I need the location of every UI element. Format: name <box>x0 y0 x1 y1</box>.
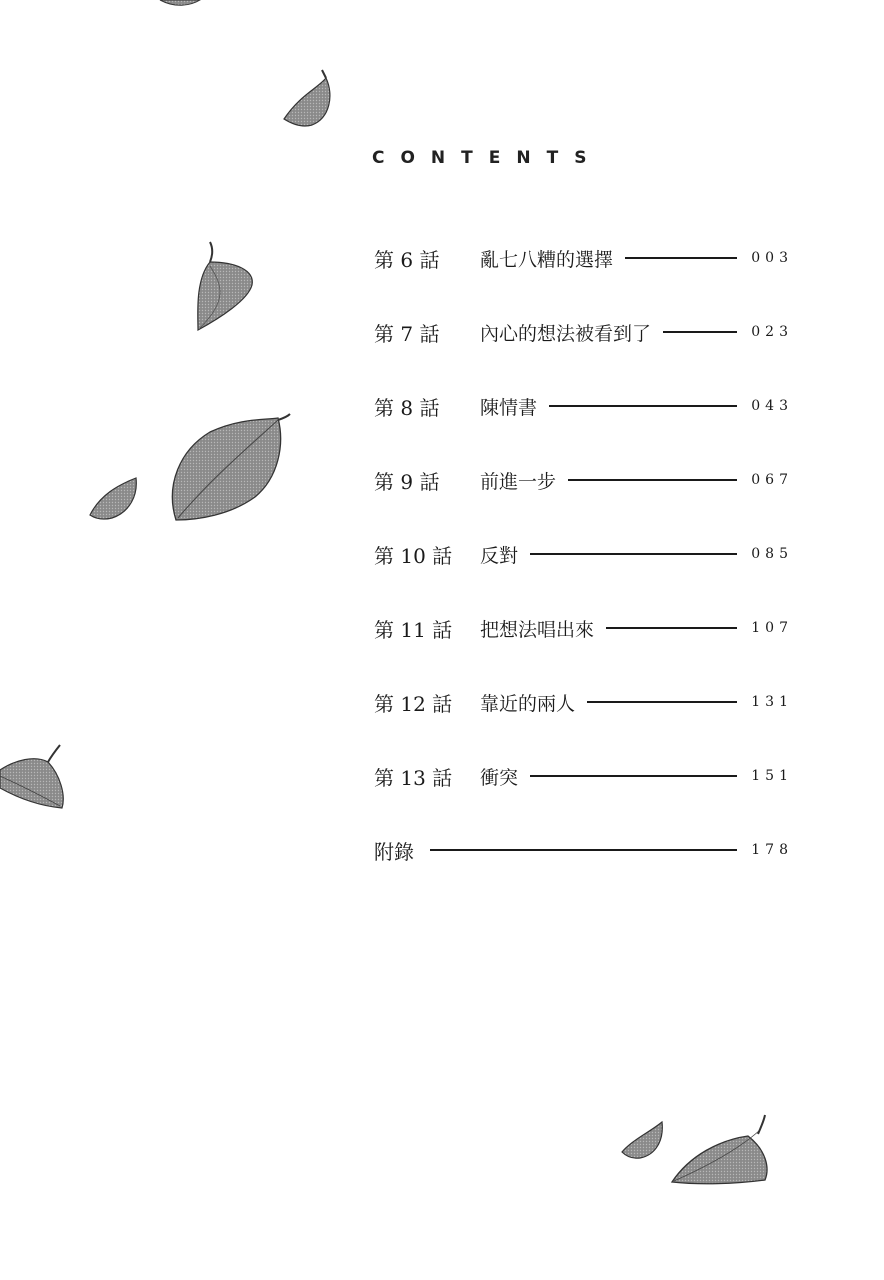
page-number: 107 <box>751 620 793 636</box>
page-number: 003 <box>751 250 793 266</box>
chapter-label: 第 12 話 <box>374 691 453 716</box>
chapter-label: 第 13 話 <box>374 765 453 790</box>
leader-line <box>606 627 737 629</box>
leader-line <box>625 257 737 259</box>
chapter-label: 第 10 話 <box>374 543 453 568</box>
leader-line <box>430 849 737 851</box>
page-number: 085 <box>751 546 793 562</box>
leader-line <box>530 553 737 555</box>
chapter-title: 亂七八糟的選擇 <box>480 248 614 271</box>
chapter-title: 反對 <box>480 544 519 567</box>
toc-entry-appendix[interactable] <box>374 830 793 870</box>
chapter-title: 內心的想法被看到了 <box>480 322 652 345</box>
toc-entry[interactable] <box>374 534 793 574</box>
page-number: 131 <box>751 694 793 710</box>
leader-line <box>568 479 737 481</box>
page-number: 023 <box>751 324 793 340</box>
chapter-title: 前進一步 <box>480 470 557 493</box>
chapter-title: 把想法唱出來 <box>480 618 595 641</box>
chapter-label: 第 6 話 <box>374 247 440 272</box>
chapter-title: 衝突 <box>480 766 519 789</box>
leader-line <box>549 405 737 407</box>
toc-entry[interactable] <box>374 312 793 352</box>
toc-entry[interactable] <box>374 608 793 648</box>
leader-line <box>587 701 737 703</box>
chapter-label: 第 9 話 <box>374 469 440 494</box>
toc-entry[interactable] <box>374 460 793 500</box>
chapter-label: 第 11 話 <box>374 617 453 642</box>
page-number: 067 <box>751 472 793 488</box>
contents-heading: CONTENTS <box>372 148 603 168</box>
chapter-label: 第 8 話 <box>374 395 440 420</box>
chapter-label: 第 7 話 <box>374 321 440 346</box>
leader-line <box>663 331 737 333</box>
toc-entry[interactable] <box>374 386 793 426</box>
leader-line <box>530 775 737 777</box>
chapter-title: 靠近的兩人 <box>480 692 576 715</box>
toc-entry[interactable] <box>374 682 793 722</box>
page-number: 178 <box>751 842 793 858</box>
page-number: 043 <box>751 398 793 414</box>
appendix-label: 附錄 <box>374 839 414 864</box>
toc-entry[interactable] <box>374 756 793 796</box>
page-number: 151 <box>751 768 793 784</box>
chapter-title: 陳情書 <box>480 396 538 419</box>
toc-entry[interactable] <box>374 238 793 278</box>
